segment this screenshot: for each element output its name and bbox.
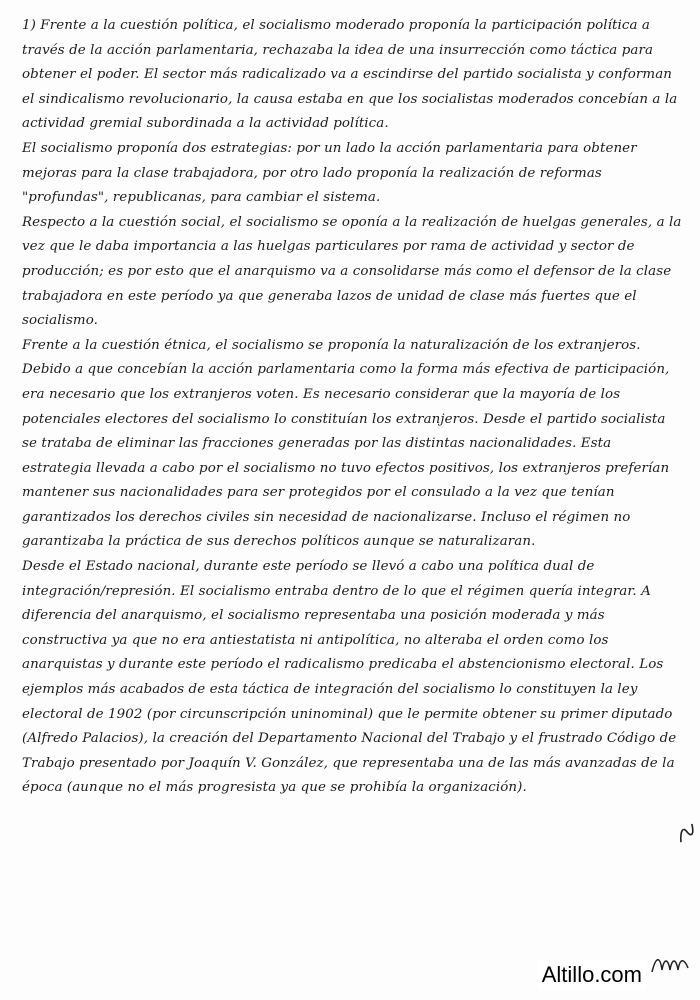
- handwritten-signature: [650, 952, 690, 982]
- paragraph-national-state: Desde el Estado nacional, durante este período se llevó a cabo una política dual de integración/represión. El socialismo entraba dentro de lo que el régimen quería integrar. A diferencia del anarquismo, el socialismo representaba una posición moderada y más constructiva ya que no era antiestatista ni antipolítica, no alteraba el orden como los anarquistas y durante este período el radicalismo predicaba el abstencionismo electoral. Los ejemplos más acabados de esta táctica de integración del socialismo lo constituyen la ley electoral de 1902 (por circunscripción uninominal) que le permite obtener su primer diputado (Alfredo Palacios), la creación del Departamento Nacional del Trabajo y el frustrado Código de Trabajo presentado por Joaquín V. González, que representaba una de las más avanzadas de la época (aunque no el más progresista ya que se prohibía la organización).: [22, 559, 681, 796]
- signature-scribble-icon: [650, 952, 690, 978]
- paragraph-two-strategies: El socialismo proponía dos estrategias: por un lado la acción parlamentaria para obtener mejoras para la clase trabajadora, por otro lado proponía la realización de reformas "profundas", republicanas, para cambiar el sistema.: [22, 140, 642, 206]
- site-watermark: Altillo.com: [538, 960, 646, 990]
- handwritten-text-block: [22, 14, 686, 801]
- paragraph-social-question: Respecto a la cuestión social, el socialismo se oponía a la realización de huelgas generales, a la vez que le daba importancia a las huelgas particulares por rama de actividad y sector de producción; es por esto que el anarquismo va a consolidarse más como el defensor de la clase trabajadora en este período ya que generaba lazos de unidad de clase más fuertes que el socialismo.: [22, 214, 686, 329]
- margin-scribble-icon: [673, 819, 700, 847]
- paragraph-ethnic-question: Frente a la cuestión étnica, el socialismo se proponía la naturalización de los extranjeros. Debido a que concebían la acción parlamentaria como la forma más efectiva de participación, era necesario que los extranjeros voten. Es necesario considerar que la mayoría de los potenciales electores del socialismo lo constituían los extranjeros. Desde el partido socialista se trataba de eliminar las fracciones generadas por las distintas nacionalidades. Esta estrategia llevada a cabo por el socialismo no tuvo efectos positivos, los extranjeros preferían mantener sus nacionalidades para ser protegidos por el consulado a la vez que tenían garantizados los derechos civiles sin necesidad de nacionalizarse. Incluso el régimen no garantizaba la práctica de sus derechos políticos aunque se naturalizaran.: [22, 337, 674, 550]
- paragraph-political-question: 1) Frente a la cuestión política, el socialismo moderado proponía la participación política a través de la acción parlamentaria, rechazaba la idea de una insurrección como táctica para obtener el poder. El sector más radicalizado va a escindirse del partido socialista y conforman el sindicalismo revolucionario, la causa estaba en que los socialistas moderados concebían a la actividad gremial subordinada a la actividad política.: [22, 18, 682, 132]
- margin-annotation-mark: [673, 819, 700, 851]
